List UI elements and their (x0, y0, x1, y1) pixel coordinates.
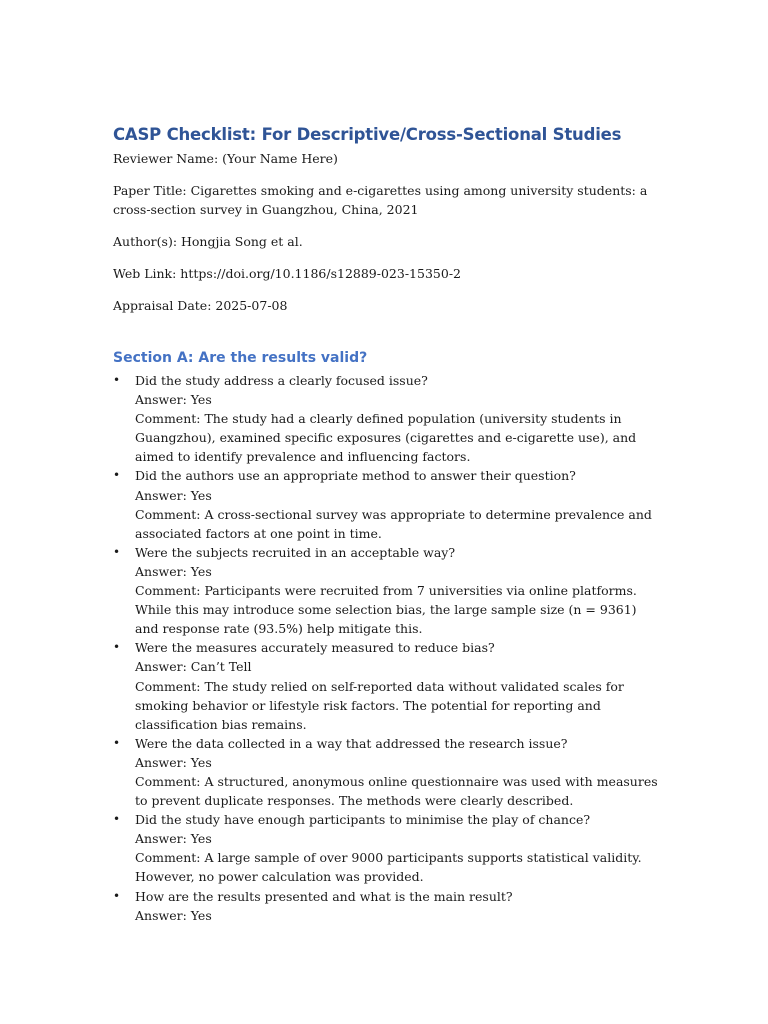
answer-text: Answer: Yes (135, 487, 212, 503)
paper-title: Paper Title: Cigarettes smoking and e-cigarettes using among university students: a cross-section survey in Guangzhou, China, 2021 (113, 183, 648, 217)
web-link: Web Link: https://doi.org/10.1186/s12889-023-15350-2 (113, 266, 461, 281)
list-item (113, 638, 658, 733)
section-a-heading: Section A: Are the results valid? (113, 350, 368, 366)
section-a-question-list (113, 371, 658, 925)
comment-text: Comment: A cross-sectional survey was appropriate to determine prevalence and associated factors at one point in time. (135, 506, 652, 541)
list-item (113, 734, 658, 810)
reviewer-name: Reviewer Name: (Your Name Here) (113, 151, 338, 166)
answer-text: Answer: Yes (135, 754, 212, 770)
document-title: CASP Checklist: For Descriptive/Cross-Sectional Studies (113, 125, 622, 144)
bullet-icon: • (113, 640, 121, 655)
bullet-icon: • (113, 544, 121, 559)
authors: Author(s): Hongjia Song et al. (113, 234, 303, 249)
question-text: Were the measures accurately measured to reduce bias? (135, 640, 495, 656)
bullet-icon: • (113, 373, 121, 387)
answer-text: Answer: Yes (135, 563, 212, 579)
list-item (113, 466, 658, 542)
list-item (113, 543, 658, 638)
appraisal-date: Appraisal Date: 2025-07-08 (113, 298, 288, 313)
comment-text: Comment: The study had a clearly defined population (university students in Guangzhou), examined specific exposures (cigarettes and e-cigarette use), and aimed to identify prevalence and influencing factors. (135, 411, 637, 465)
question-text: Did the study have enough participants to minimise the play of chance? (135, 812, 591, 828)
bullet-icon: • (113, 468, 121, 483)
comment-text: Comment: Participants were recruited from 7 universities via online platforms. While this may introduce some selection bias, the large sample size (n = 9361) and response rate (93.5%) help mitigate this. (135, 583, 637, 637)
question-text: Were the subjects recruited in an acceptable way? (135, 544, 456, 560)
answer-text: Answer: Yes (135, 907, 212, 923)
comment-text: Comment: A structured, anonymous online questionnaire was used with measures to prevent duplicate responses. The methods were clearly described. (135, 773, 658, 809)
document-content (113, 123, 658, 925)
question-text: Did the authors use an appropriate method to answer their question? (135, 468, 576, 484)
comment-text: Comment: The study relied on self-reported data without validated scales for smoking behavior or lifestyle risk factors. The potential for reporting and classification bias remains. (135, 678, 624, 732)
bullet-icon: • (113, 888, 121, 903)
list-item (113, 371, 658, 466)
list-item (113, 887, 658, 925)
answer-text: Answer: Can’t Tell (135, 659, 252, 675)
comment-text: Comment: A large sample of over 9000 participants supports statistical validity. However, no power calculation was provided. (135, 850, 642, 885)
question-text: Were the data collected in a way that addressed the research issue? (135, 735, 568, 751)
answer-text: Answer: Yes (135, 831, 212, 847)
question-text: How are the results presented and what is the main result? (135, 888, 513, 904)
answer-text: Answer: Yes (135, 392, 212, 408)
list-item (113, 810, 658, 886)
bullet-icon: • (113, 735, 121, 750)
question-text: Did the study address a clearly focused issue? (135, 373, 428, 388)
bullet-icon: • (113, 812, 121, 827)
